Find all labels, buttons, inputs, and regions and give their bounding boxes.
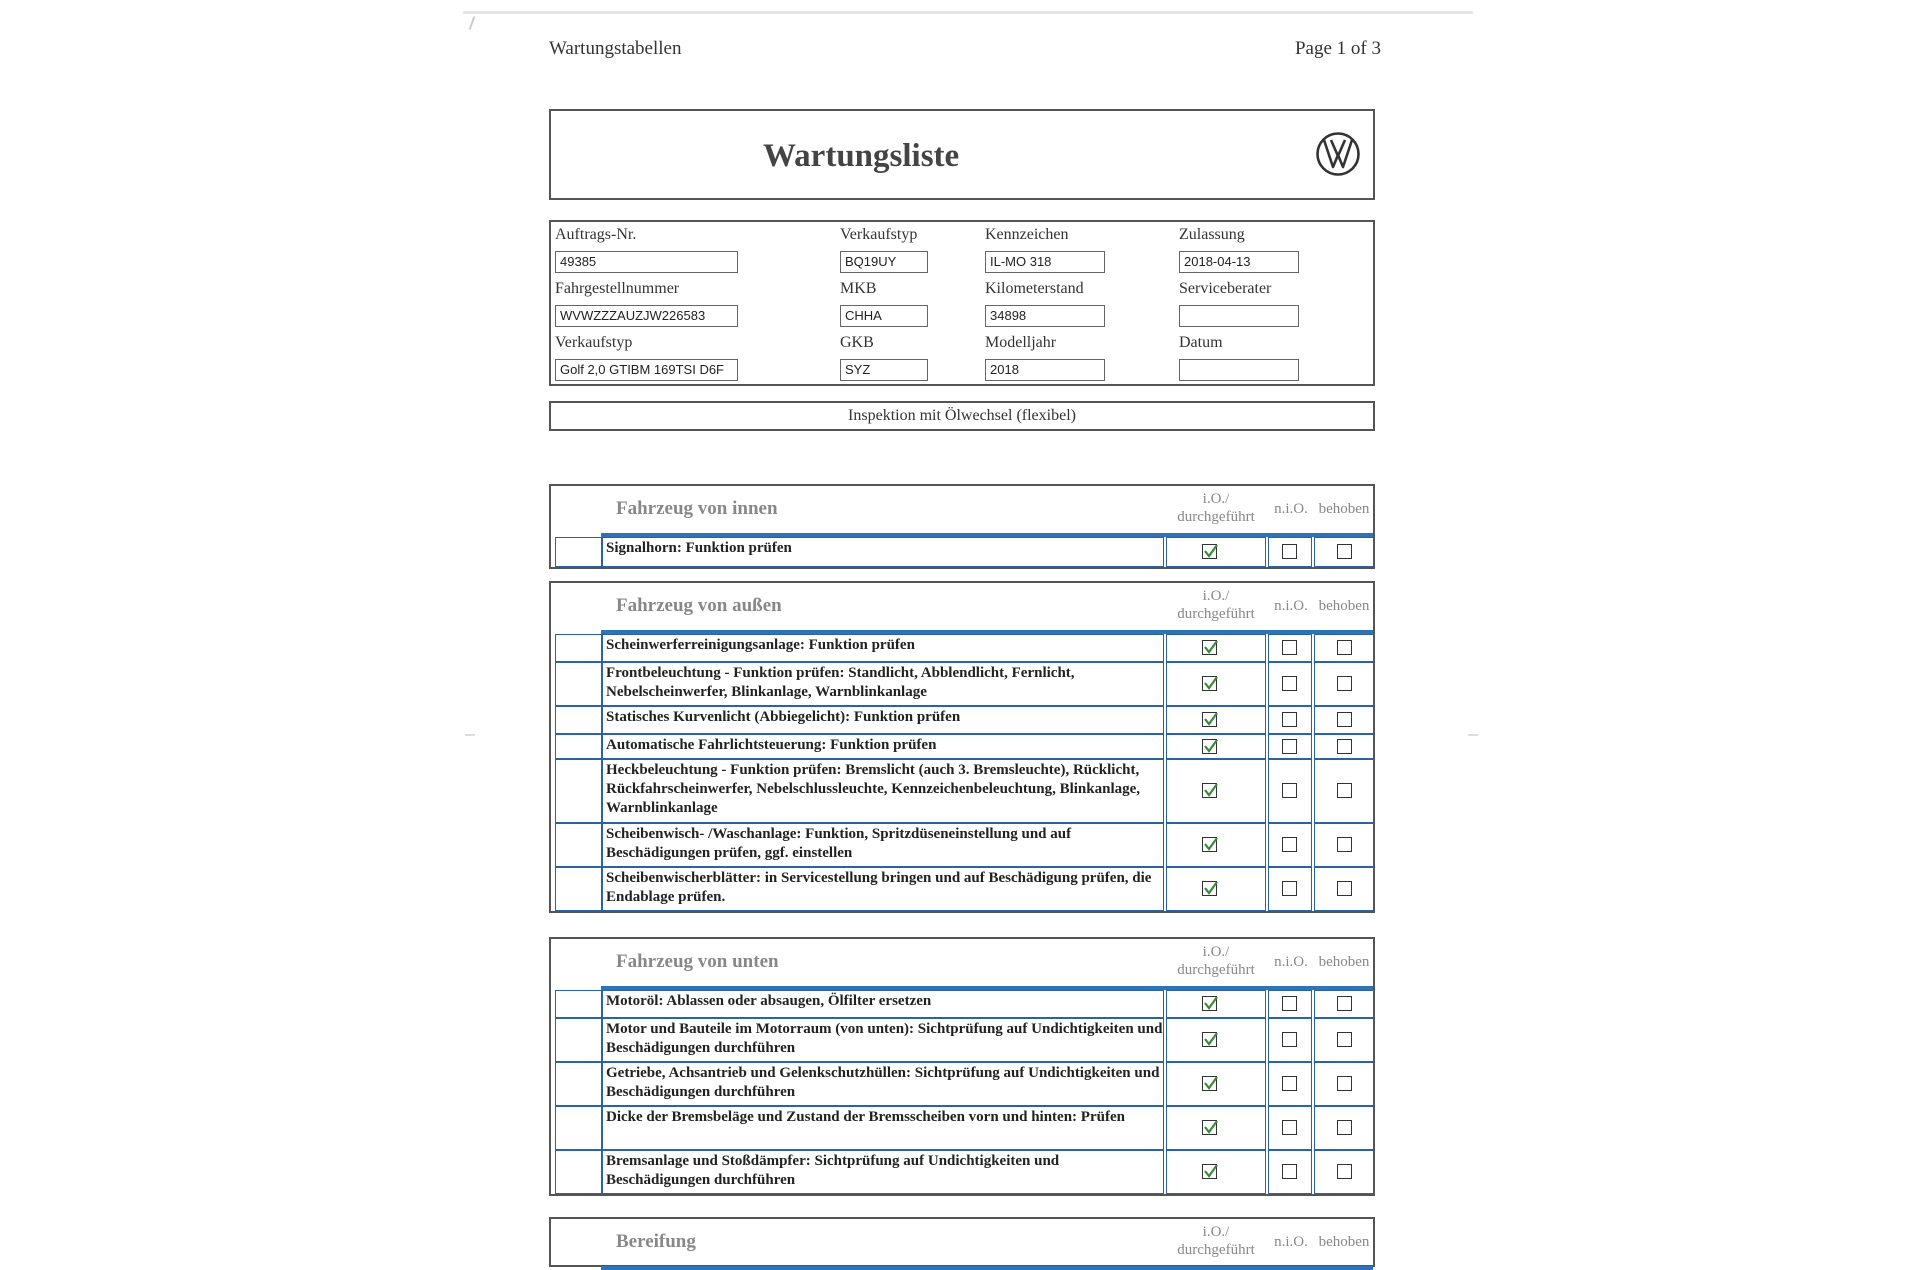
section-title: Fahrzeug von außen bbox=[616, 595, 782, 616]
checklist-row bbox=[551, 1018, 1373, 1062]
field-value[interactable]: 2018-04-13 bbox=[1179, 251, 1299, 273]
column-header-io-line2: durchgeführt bbox=[1177, 1242, 1255, 1258]
checkmark-icon bbox=[1203, 1118, 1218, 1135]
table-cell bbox=[555, 634, 603, 662]
section-header bbox=[551, 939, 1373, 986]
checkbox[interactable] bbox=[1282, 676, 1297, 691]
table-cell bbox=[555, 990, 603, 1018]
checkbox-checked[interactable] bbox=[1202, 1076, 1217, 1091]
field-label: Verkaufstyp bbox=[840, 226, 918, 243]
checklist-item-text: Dicke der Bremsbeläge und Zustand der Bremsscheiben vorn und hinten: Prüfen bbox=[606, 1109, 1125, 1125]
table-cell bbox=[555, 759, 603, 823]
checkmark-icon bbox=[1203, 781, 1218, 798]
page-title: Wartungsliste bbox=[763, 138, 960, 174]
checkmark-icon bbox=[1203, 1162, 1218, 1179]
column-header-io-line1: i.O./ bbox=[1202, 1224, 1230, 1240]
field-value[interactable] bbox=[1179, 359, 1299, 381]
checkbox-checked[interactable] bbox=[1202, 739, 1217, 754]
column-header-nio: n.i.O. bbox=[1274, 501, 1308, 517]
checkbox-checked[interactable] bbox=[1202, 881, 1217, 896]
checkbox[interactable] bbox=[1282, 783, 1297, 798]
checkbox[interactable] bbox=[1282, 1032, 1297, 1047]
checkmark-icon bbox=[1203, 835, 1218, 852]
section-title: Bereifung bbox=[616, 1231, 696, 1252]
vehicle-info-box bbox=[549, 220, 1375, 386]
checklist-item-text: Automatische Fahrlichtsteuerung: Funktion prüfen bbox=[606, 737, 937, 753]
checklist-item-text: Motor und Bauteile im Motorraum (von unten): Sichtprüfung auf Undichtigkeiten und Beschädigungen durchführen bbox=[606, 1021, 1163, 1056]
checkbox[interactable] bbox=[1337, 676, 1352, 691]
field-value[interactable]: Golf 2,0 GTIBM 169TSI D6F bbox=[555, 359, 738, 381]
checklist-item-text: Frontbeleuchtung - Funktion prüfen: Standlicht, Abblendlicht, Fernlicht, Nebelscheinwerfer, Blinkanlage, Warnblinkanlage bbox=[606, 665, 1075, 700]
checkbox[interactable] bbox=[1282, 544, 1297, 559]
table-cell bbox=[555, 1150, 603, 1194]
table-cell bbox=[555, 1106, 603, 1150]
checkbox-checked[interactable] bbox=[1202, 1032, 1217, 1047]
checkbox[interactable] bbox=[1337, 996, 1352, 1011]
field-label: Auftrags-Nr. bbox=[555, 226, 637, 243]
checklist-row bbox=[551, 706, 1373, 734]
checkbox[interactable] bbox=[1282, 1120, 1297, 1135]
checkmark-icon bbox=[1203, 638, 1218, 655]
checklist-item-text: Scheibenwischerblätter: in Servicestellung bringen und auf Beschädigung prüfen, die Endablage prüfen. bbox=[606, 870, 1152, 905]
inspection-type: Inspektion mit Ölwechsel (flexibel) bbox=[549, 401, 1375, 431]
checkbox[interactable] bbox=[1282, 837, 1297, 852]
checkbox-checked[interactable] bbox=[1202, 676, 1217, 691]
checklist-row bbox=[551, 734, 1373, 759]
checklist-item-text: Statisches Kurvenlicht (Abbiegelicht): Funktion prüfen bbox=[606, 709, 961, 725]
section-header bbox=[551, 1219, 1373, 1266]
column-header-io-line1: i.O./ bbox=[1202, 491, 1230, 507]
checklist-item-text: Getriebe, Achsantrieb und Gelenkschutzhüllen: Sichtprüfung auf Undichtigkeiten und Beschädigungen durchführen bbox=[606, 1065, 1160, 1100]
checklist-item-text: Signalhorn: Funktion prüfen bbox=[606, 540, 792, 556]
checkbox[interactable] bbox=[1282, 996, 1297, 1011]
checkmark-icon bbox=[1203, 710, 1218, 727]
field-label: Kilometerstand bbox=[985, 280, 1084, 297]
column-header-nio: n.i.O. bbox=[1274, 1234, 1308, 1250]
table-cell bbox=[555, 1018, 603, 1062]
checklist-row bbox=[551, 634, 1373, 662]
table-cell bbox=[601, 823, 1164, 867]
checkbox-checked[interactable] bbox=[1202, 996, 1217, 1011]
checkbox[interactable] bbox=[1337, 544, 1352, 559]
checklist-row bbox=[551, 1150, 1373, 1194]
field-value[interactable]: 2018 bbox=[985, 359, 1105, 381]
checklist-row bbox=[551, 1106, 1373, 1150]
document-header-title: Wartungstabellen bbox=[549, 38, 682, 59]
column-header-behoben: behoben bbox=[1318, 598, 1370, 614]
section-title: Fahrzeug von innen bbox=[616, 498, 778, 519]
title-box bbox=[549, 109, 1375, 200]
table-cell bbox=[555, 1062, 603, 1106]
vw-logo-icon bbox=[1315, 131, 1361, 182]
checkbox[interactable] bbox=[1337, 1120, 1352, 1135]
checkbox-checked[interactable] bbox=[1202, 712, 1217, 727]
field-value[interactable]: BQ19UY bbox=[840, 251, 928, 273]
checkbox-checked[interactable] bbox=[1202, 544, 1217, 559]
checklist-row bbox=[551, 759, 1373, 823]
table-cell bbox=[555, 734, 603, 759]
checkmark-icon bbox=[1203, 542, 1218, 559]
table-cell bbox=[601, 734, 1164, 759]
field-value[interactable]: SYZ bbox=[840, 359, 928, 381]
table-cell bbox=[555, 662, 603, 706]
checklist-row bbox=[551, 537, 1373, 567]
field-label: MKB bbox=[840, 280, 877, 297]
field-label: Verkaufstyp bbox=[555, 334, 633, 351]
checkmark-icon bbox=[1203, 1074, 1218, 1091]
checklist-item-text: Bremsanlage und Stoßdämpfer: Sichtprüfung auf Undichtigkeiten und Beschädigungen durchführen bbox=[606, 1153, 1060, 1188]
field-label: Zulassung bbox=[1179, 226, 1245, 243]
column-header-io-line1: i.O./ bbox=[1202, 944, 1230, 960]
checkbox-checked[interactable] bbox=[1202, 783, 1217, 798]
checkbox[interactable] bbox=[1337, 1032, 1352, 1047]
checklist-row bbox=[551, 867, 1373, 911]
table-cell bbox=[601, 990, 1164, 1018]
checkbox[interactable] bbox=[1337, 1164, 1352, 1179]
column-header-nio: n.i.O. bbox=[1274, 598, 1308, 614]
section-title: Fahrzeug von unten bbox=[616, 951, 779, 972]
table-cell bbox=[555, 537, 603, 567]
checkmark-icon bbox=[1203, 674, 1218, 691]
checkbox-checked[interactable] bbox=[1202, 640, 1217, 655]
field-label: GKB bbox=[840, 334, 874, 351]
field-label: Modelljahr bbox=[985, 334, 1057, 351]
table-cell bbox=[555, 823, 603, 867]
checkbox[interactable] bbox=[1282, 712, 1297, 727]
column-header-io bbox=[1163, 587, 1269, 623]
checkbox[interactable] bbox=[1282, 1164, 1297, 1179]
table-cell bbox=[555, 867, 603, 911]
column-header-io-line1: i.O./ bbox=[1202, 588, 1230, 604]
field-label: Serviceberater bbox=[1179, 280, 1272, 297]
checkbox-checked[interactable] bbox=[1202, 837, 1217, 852]
checklist-item-text: Heckbeleuchtung - Funktion prüfen: Bremslicht (auch 3. Bremsleuchte), Rücklicht, Rückfahrscheinwerfer, Nebelschlussleuchte, Kennzeichenbeleuchtung, Blinkanlage, Warnblinkanlage bbox=[606, 762, 1141, 816]
checkbox[interactable] bbox=[1337, 837, 1352, 852]
table-cell bbox=[601, 706, 1164, 734]
column-header-io-line2: durchgeführt bbox=[1177, 606, 1255, 622]
checklist-section bbox=[549, 581, 1375, 913]
scan-mark bbox=[465, 734, 475, 736]
column-header-behoben: behoben bbox=[1318, 1234, 1370, 1250]
column-header-io bbox=[1163, 943, 1269, 979]
column-header-io-line2: durchgeführt bbox=[1177, 509, 1255, 525]
checkmark-icon bbox=[1203, 994, 1218, 1011]
checklist-item-text: Scheinwerferreinigungsanlage: Funktion prüfen bbox=[606, 637, 915, 653]
checkbox-checked[interactable] bbox=[1202, 1164, 1217, 1179]
table-cell bbox=[601, 634, 1164, 662]
table-cell bbox=[601, 1106, 1164, 1150]
field-value[interactable] bbox=[1179, 305, 1299, 327]
page-number: Page 1 of 3 bbox=[1294, 38, 1381, 59]
field-label: Fahrgestellnummer bbox=[555, 280, 680, 297]
column-header-behoben: behoben bbox=[1318, 501, 1370, 517]
table-cell bbox=[601, 1150, 1164, 1194]
checkbox[interactable] bbox=[1337, 712, 1352, 727]
column-header-io-line2: durchgeführt bbox=[1177, 962, 1255, 978]
table-cell bbox=[601, 537, 1164, 567]
checkmark-icon bbox=[1203, 879, 1218, 896]
checklist-section bbox=[549, 937, 1375, 1196]
field-label: Kennzeichen bbox=[985, 226, 1069, 243]
scan-mark bbox=[1468, 734, 1478, 736]
checklist-item-text: Scheibenwisch- /Waschanlage: Funktion, Spritzdüseneinstellung und auf Beschädigungen prüfen, ggf. einstellen bbox=[606, 826, 1072, 861]
field-value[interactable]: 49385 bbox=[555, 251, 738, 273]
field-label: Datum bbox=[1179, 334, 1223, 351]
section-divider bbox=[601, 1266, 1373, 1270]
table-cell bbox=[601, 867, 1164, 911]
field-value[interactable]: CHHA bbox=[840, 305, 928, 327]
checkbox[interactable] bbox=[1282, 881, 1297, 896]
field-value[interactable]: 34898 bbox=[985, 305, 1105, 327]
document-page bbox=[549, 0, 1381, 1260]
checkmark-icon bbox=[1203, 1030, 1218, 1047]
checkmark-icon bbox=[1203, 737, 1218, 754]
checklist-section bbox=[549, 484, 1375, 569]
checkbox[interactable] bbox=[1337, 739, 1352, 754]
field-value[interactable]: IL-MO 318 bbox=[985, 251, 1105, 273]
column-header-behoben: behoben bbox=[1318, 954, 1370, 970]
checkbox[interactable] bbox=[1282, 739, 1297, 754]
table-cell bbox=[555, 706, 603, 734]
checklist-row bbox=[551, 662, 1373, 706]
checkbox[interactable] bbox=[1282, 640, 1297, 655]
column-header-io bbox=[1163, 1223, 1269, 1259]
checkbox[interactable] bbox=[1337, 783, 1352, 798]
table-cell bbox=[601, 759, 1164, 823]
column-header-nio: n.i.O. bbox=[1274, 954, 1308, 970]
table-cell bbox=[601, 662, 1164, 706]
column-header-io bbox=[1163, 490, 1269, 526]
table-cell bbox=[601, 1018, 1164, 1062]
section-header bbox=[551, 486, 1373, 533]
checkbox[interactable] bbox=[1337, 881, 1352, 896]
checkbox[interactable] bbox=[1282, 1076, 1297, 1091]
checklist-item-text: Motoröl: Ablassen oder absaugen, Ölfilter ersetzen bbox=[606, 993, 932, 1009]
checkbox-checked[interactable] bbox=[1202, 1120, 1217, 1135]
checklist-row bbox=[551, 823, 1373, 867]
table-cell bbox=[601, 1062, 1164, 1106]
field-value[interactable]: WVWZZZAUZJW226583 bbox=[555, 305, 738, 327]
checkbox[interactable] bbox=[1337, 1076, 1352, 1091]
checklist-row bbox=[551, 1062, 1373, 1106]
checklist-row bbox=[551, 990, 1373, 1018]
section-header bbox=[551, 583, 1373, 630]
scan-mark bbox=[469, 16, 476, 30]
checkbox[interactable] bbox=[1337, 640, 1352, 655]
